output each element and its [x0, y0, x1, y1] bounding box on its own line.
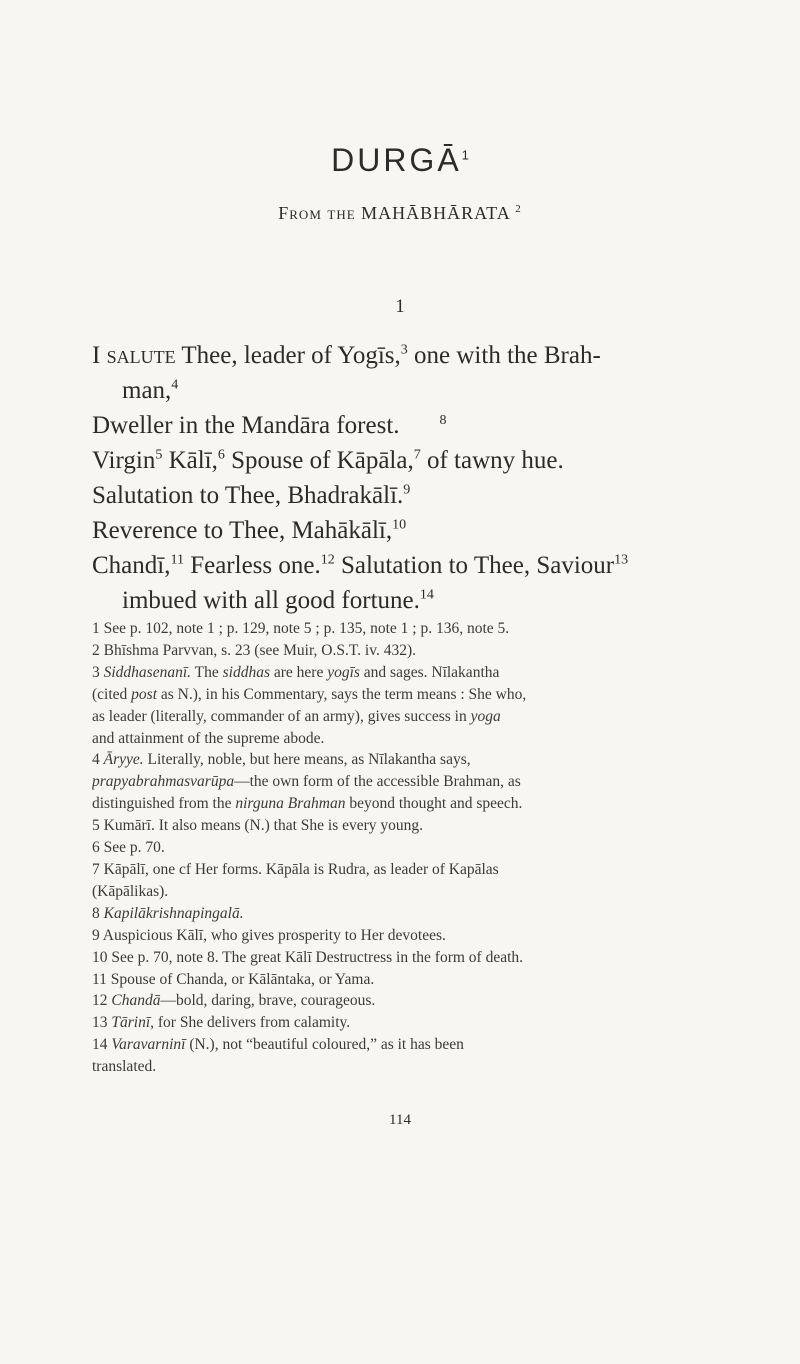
- footnote: 12 Chandā—bold, daring, brave, courageous.: [92, 992, 376, 1010]
- footnote-continued: (Kāpālikas).: [92, 882, 169, 900]
- footnote: 13 Tārinī, for She delivers from calamity.: [92, 1014, 351, 1032]
- footnote: 14 Varavarninī (N.), not “beautiful coloured,” as it has been: [92, 1036, 464, 1054]
- footnote: 7 Kāpālī, one cf Her forms. Kāpāla is Rudra, as leader of Kapālas: [92, 860, 499, 878]
- verse-line: Reverence to Thee, Mahākālī,$^{10}$: [92, 517, 407, 544]
- footnote: 9 Auspicious Kālī, who gives prosperity to Her devotees.: [92, 926, 446, 944]
- verse-line: Chandī,$^{11}$ Fearless one.$^{12}$ Salutation to Thee, Saviour$^{13}$: [92, 552, 629, 579]
- footnote: 4 Āryye. Literally, noble, but here means, as Nīlakantha says,: [92, 751, 471, 769]
- footnote-continued: and attainment of the supreme abode.: [92, 729, 325, 747]
- footnote-continued: as leader (literally, commander of an army), gives success in yoga: [92, 707, 501, 725]
- footnote: 5 Kumārī. It also means (N.) that She is every young.: [92, 817, 424, 835]
- subtitle-footnote-ref: 2: [515, 203, 522, 215]
- title-footnote-ref: 1: [461, 147, 469, 163]
- footnote: 3 Siddhasenanī. The siddhas are here yogīs and sages. Nīlakantha: [92, 663, 500, 681]
- footnote: 10 See p. 70, note 8. The great Kālī Destructress in the form of death.: [92, 948, 524, 966]
- footnote: 8 Kapilākrishnapingalā.: [92, 904, 244, 922]
- footnote-continued: prapyabrahmasvarūpa—the own form of the accessible Brahman, as: [92, 773, 521, 791]
- page-title: [0, 142, 800, 179]
- section-number: 1: [395, 296, 405, 317]
- verse-line: Salutation to Thee, Bhadrakālī.$^9$: [92, 482, 411, 509]
- footnote-continued: distinguished from the nirguna Brahman beyond thought and speech.: [92, 795, 523, 813]
- title-text: DURGĀ: [331, 142, 462, 178]
- hymn-text: [92, 338, 772, 618]
- footnote: 1 See p. 102, note 1 ; p. 129, note 5 ; p. 135, note 1 ; p. 136, note 5.: [92, 620, 510, 637]
- footnote-continued: translated.: [92, 1058, 157, 1076]
- page-subtitle: [0, 203, 800, 224]
- footnote-continued: (cited post as N.), in his Commentary, says the term means : She who,: [92, 685, 527, 703]
- footnotes: [92, 618, 772, 1078]
- verse-line: man,$^4$: [122, 377, 179, 404]
- footnote: 11 Spouse of Chanda, or Kālāntaka, or Yama.: [92, 970, 375, 988]
- verse-line: I salute Thee, leader of Yogīs,$^3$ one with the Brah-: [92, 342, 601, 369]
- verse-line: imbued with all good fortune.$^{14}$: [122, 587, 434, 614]
- footnote: 2 Bhīshma Parvvan, s. 23 (see Muir, O.S.T. iv. 432).: [92, 641, 416, 659]
- verse-line: Virgin$^5$ Kālī,$^6$ Spouse of Kāpāla,$^7$ of tawny hue.: [92, 447, 564, 474]
- subtitle-prefix: From the: [278, 203, 356, 223]
- subtitle-source: MAHĀBHĀRATA: [361, 203, 510, 223]
- footnote: 6 See p. 70.: [92, 839, 165, 857]
- page-number: 114: [389, 1112, 411, 1128]
- verse-line: Dweller in the Mandāra forest. $^8$: [92, 412, 447, 439]
